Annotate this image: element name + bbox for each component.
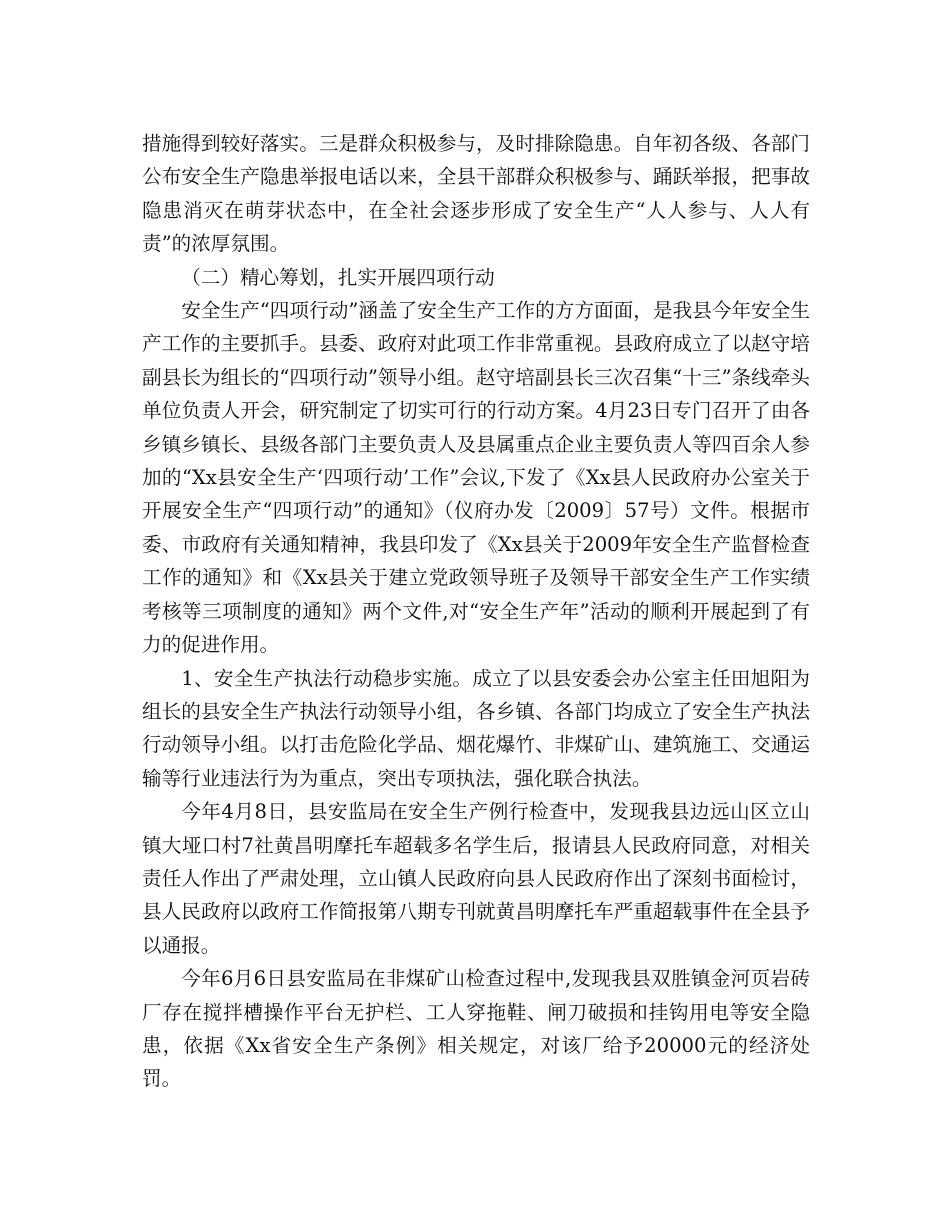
paragraph-april-case: 今年4月8日，县安监局在安全生产例行检查中，发现我县边远山区立山镇大垭口村7社黄昌明摩托车超载多名学生后，报请县人民政府同意，对相关责任人作出了严肃处理，立山镇人民政府向县人民政府作出了深刻书面检讨，县人民政府以政府工作简报第八期专刊就黄昌明摩托车严重超载事件在全县予以通报。 [142, 800, 810, 957]
paragraph-june-case: 今年6月6日县安监局在非煤矿山检查过程中,发现我县双胜镇金河页岩砖厂存在搅拌槽操作平台无护栏、工人穿拖鞋、闸刀破损和挂钩用电等安全隐患，依据《Xx省安全生产条例》相关规定，对该厂给予20000元的经济处罚。 [142, 967, 810, 1091]
paragraph-four-actions: 安全生产“四项行动”涵盖了安全生产工作的方方面面，是我县今年安全生产工作的主要抓手。县委、政府对此项工作非常重视。县政府成立了以赵守培副县长为组长的“四项行动”领导小组。赵守培副县长三次召集“十三”条线牵头单位负责人开会，研究制定了切实可行的行动方案。4月23日专门召开了由各乡镇乡镇长、县级各部门主要负责人及县属重点企业主要负责人等四百余人参加的“Xx县安全生产‘四项行动’工作”会议,下发了《Xx县人民政府办公室关于开展安全生产“四项行动”的通知》（仪府办发〔2009〕57号）文件。根据市委、市政府有关通知精神，我县印发了《Xx县关于2009年安全生产监督检查工作的通知》和《Xx县关于建立党政领导班子及领导干部安全生产工作实绩考核等三项制度的通知》两个文件,对“安全生产年”活动的顺利开展起到了有力的促进作用。 [142, 299, 810, 657]
document-body [142, 127, 810, 1096]
section-heading: （二）精心筹划，扎实开展四项行动 [181, 265, 495, 289]
paragraph-continuation: 措施得到较好落实。三是群众积极参与，及时排除隐患。自年初各级、各部门公布安全生产隐患举报电话以来，全县干部群众积极参与、踊跃举报，把事故隐患消灭在萌芽状态中，在全社会逐步形成了安全生产“人人参与、人人有责”的浓厚氛围。 [142, 132, 810, 256]
paragraph-enforcement-action: 1、安全生产执法行动稳步实施。成立了以县安委会办公室主任田旭阳为组长的县安全生产执法行动领导小组，各乡镇、各部门均成立了安全生产执法行动领导小组。以打击危险化学品、烟花爆竹、非煤矿山、建筑施工、交通运输等行业违法行为为重点，突出专项执法，强化联合执法。 [142, 666, 810, 790]
